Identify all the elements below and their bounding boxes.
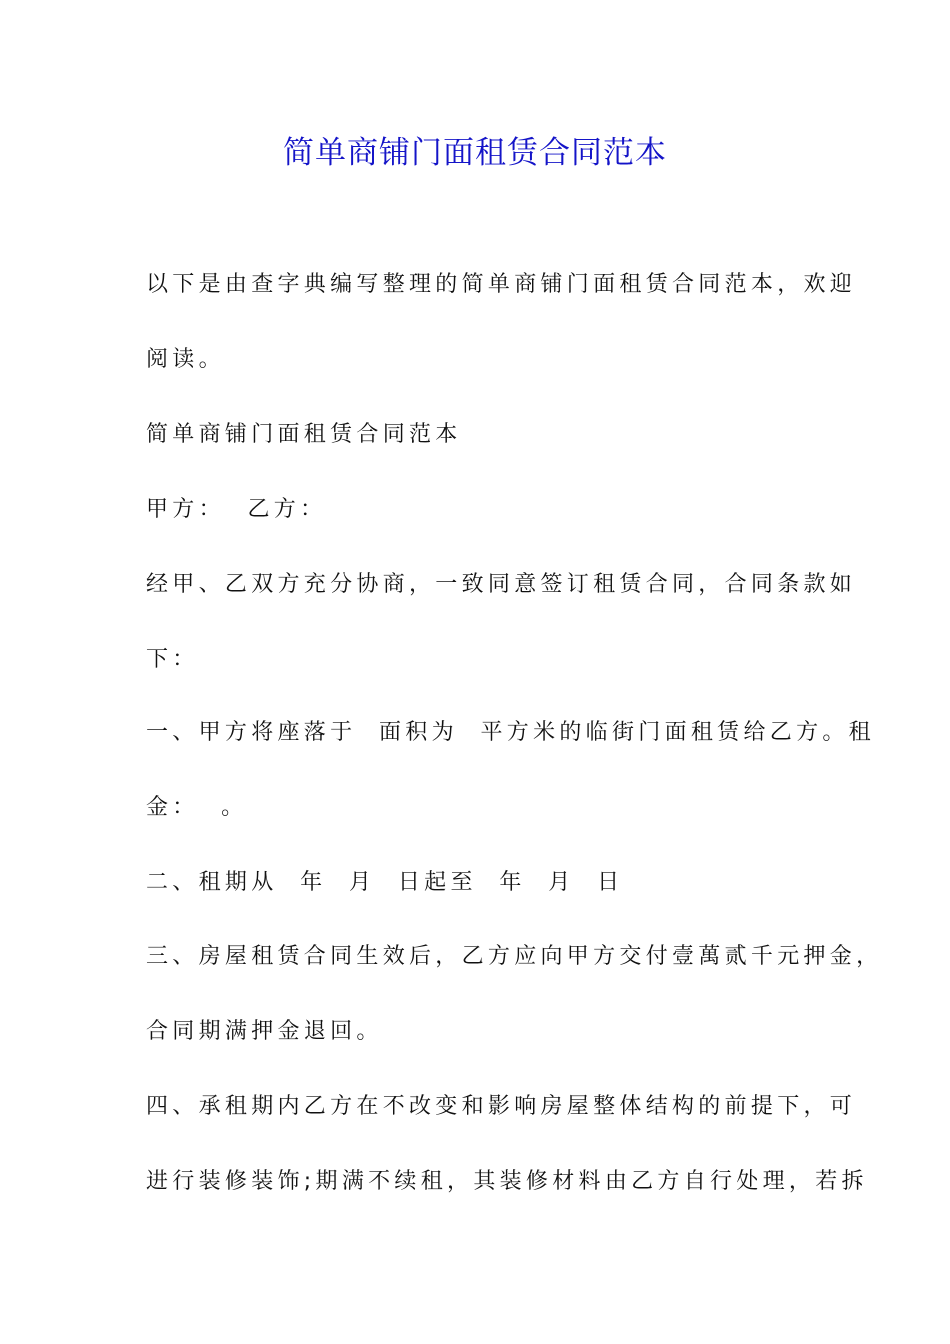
- section-heading: 简单商铺门面租赁合同范本: [146, 422, 462, 447]
- clause-1-line: 一、甲方将座落于 面积为 平方米的临街门面租赁给乙方。租: [146, 720, 875, 745]
- clause-3-line: 三、房屋租赁合同生效后，乙方应向甲方交付壹萬贰千元押金，: [146, 944, 883, 969]
- clause-3-line: 合同期满押金退回。: [146, 1019, 383, 1044]
- clause-4-line: 四、承租期内乙方在不改变和影响房屋整体结构的前提下，可: [146, 1094, 857, 1119]
- clause-2-line: 二、租期从 年 月 日起至 年 月 日: [146, 870, 624, 895]
- party-line: 甲方： 乙方：: [146, 497, 327, 522]
- body-line: 阅读。: [146, 347, 225, 372]
- body-line: 经甲、乙双方充分协商，一致同意签订租赁合同，合同条款如: [146, 572, 857, 597]
- clause-4-line: 进行装修装饰;期满不续租，其装修材料由乙方自行处理，若拆: [146, 1169, 868, 1194]
- body-line: 以下是由查字典编写整理的简单商铺门面租赁合同范本，欢迎: [146, 272, 857, 297]
- clause-1-line: 金： 。: [146, 795, 248, 820]
- document-title: 简单商铺门面租赁合同范本: [283, 135, 667, 171]
- body-line: 下：: [146, 647, 199, 672]
